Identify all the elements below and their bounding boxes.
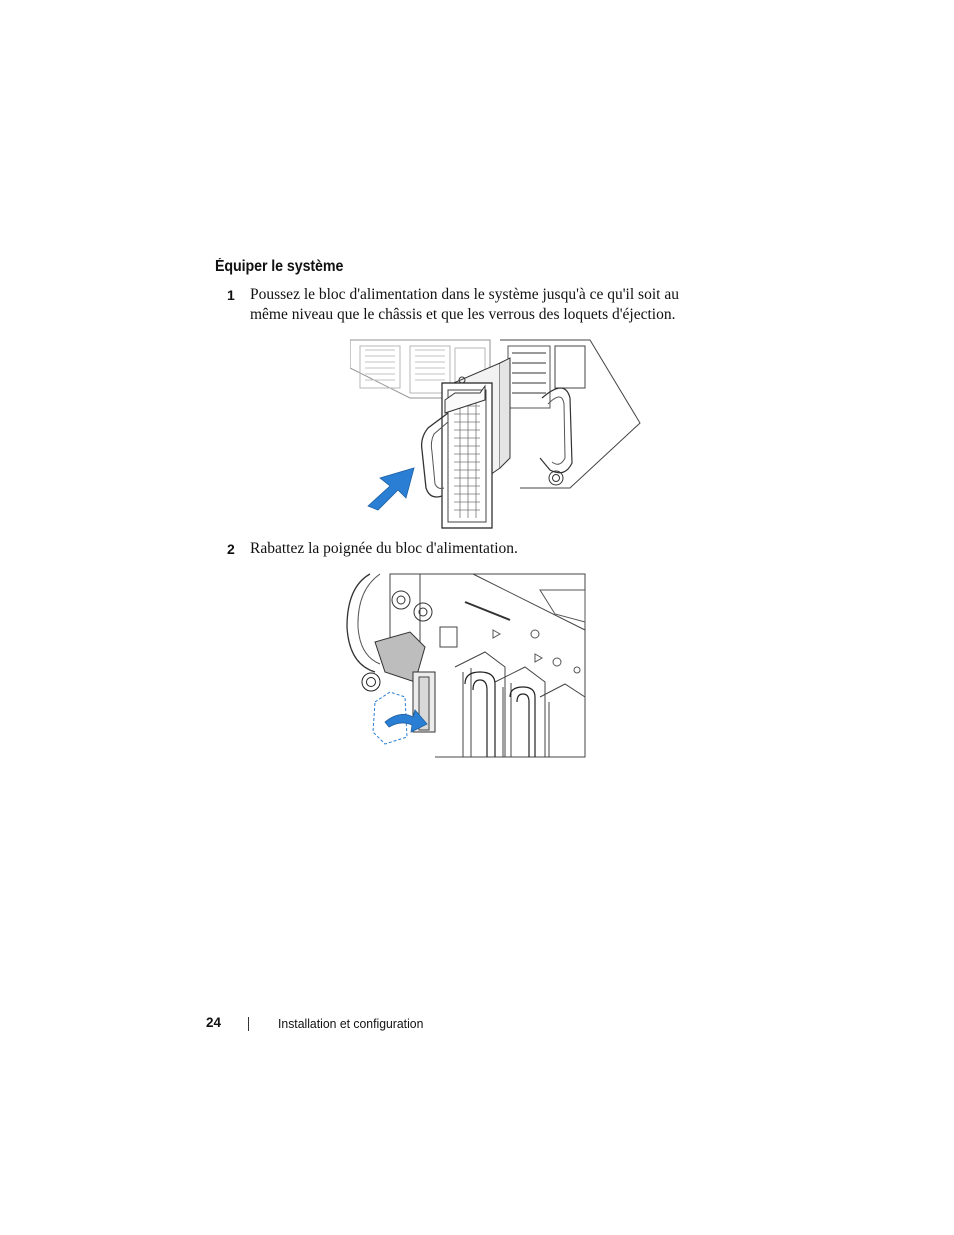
figure-insert-power-supply: [350, 338, 642, 536]
footer-chapter-title: Installation et configuration: [278, 1016, 424, 1031]
figure-fold-handle: [345, 572, 587, 762]
step-1-line-2: même niveau que le châssis et que les verrous des loquets d'éjection.: [250, 305, 676, 323]
section-heading: Équiper le système: [215, 258, 344, 275]
step-1-line-1: Poussez le bloc d'alimentation dans le système jusqu'à ce qu'il soit au: [250, 286, 679, 303]
push-arrow: [368, 468, 414, 510]
step-2-line-1: Rabattez la poignée du bloc d'alimentation.: [250, 540, 518, 557]
step-1-text: [250, 285, 700, 324]
step-2-text: [250, 539, 700, 559]
step-1-number: 1: [227, 287, 235, 303]
footer-separator: [248, 1017, 249, 1031]
step-2-number: 2: [227, 541, 235, 557]
page-number: 24: [206, 1015, 222, 1030]
